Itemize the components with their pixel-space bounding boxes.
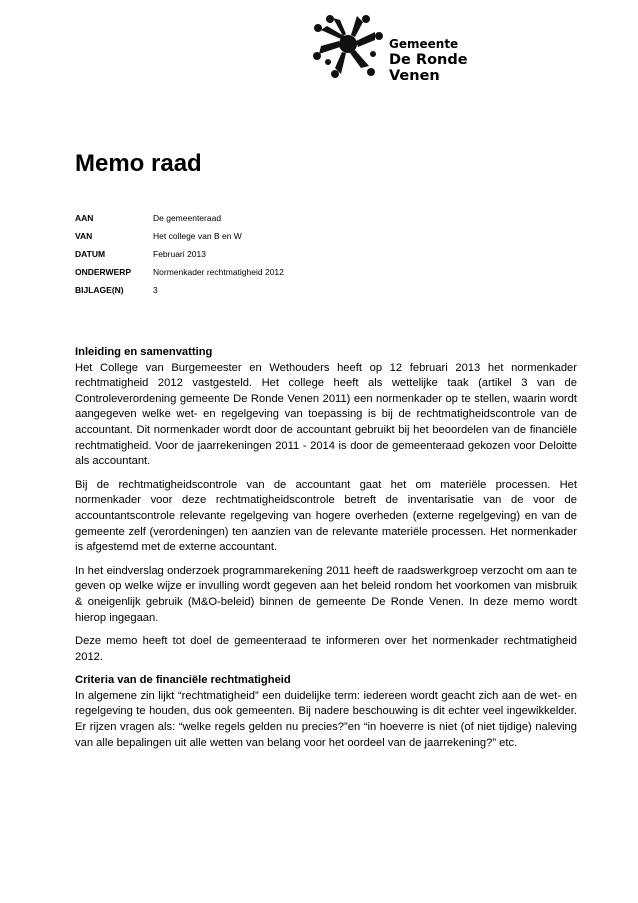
- section-heading-criteria: Criteria van de financiële rechtmatigheid: [75, 674, 291, 687]
- logo-line-1: Gemeente: [389, 37, 459, 51]
- field-value: De gemeenteraad: [153, 213, 222, 223]
- field-value: Februari 2013: [153, 249, 206, 259]
- field-row-aan: [75, 213, 284, 231]
- paragraph-text: Het College van Burgemeester en Wethouders heeft op 12 februari 2013 het normenkader rechtmatigheid 2012 vastgesteld. Het college heeft als wettelijke taak (artikel 3 van de Controleverordening gemeente De Ronde Venen 2011) een normenkader op te stellen, waarin wordt aangegeven welke wet- en regelgeving van toepassing is bij de rechtmatigheidscontrole van de accountant. Dit normenkader wordt door de accountant gebruikt bij het beoordelen van de financiële rechtmatigheid. Voor de jaarrekeningen 2011 - 2014 is door de gemeenteraad gekozen voor Deloitte als accountant.: [75, 361, 577, 468]
- paragraph-2: Bij de rechtmatigheidscontrole van de accountant gaat het om materiële processen. Het normenkader voor deze rechtmatigheidscontrole betreft de inventarisatie van de voor de accountantscontrole relevante regelgeving van hogere overheden (externe regelgeving) en van de gemeente zelf (verordeningen) ten aanzien van de relevante materiële processen. Het normenkader is afgestemd met de externe accountant.: [75, 478, 577, 554]
- field-row-datum: [75, 249, 284, 267]
- field-label: AAN: [75, 213, 94, 223]
- paragraph-text: In algemene zin lijkt “rechtmatigheid” een duidelijke term: iedereen wordt geacht zich aan de wet- en regelgeving te houden, dus ook gemeenten. Bij nadere beschouwing is dit echter veel ingewikkelder. Er rijzen vragen als: “welke regels gelden nu precies?”en “in hoeverre is niet (of niet tijdige) naleving van alle bepalingen uit alle wetten van belang voor het oordeel van de jaarrekening?” etc.: [75, 689, 577, 749]
- municipality-logo: [313, 14, 523, 85]
- paragraph-3: In het eindverslag onderzoek programmarekening 2011 heeft de raadswerkgroep verzocht om aan te geven op welke wijze er invulling wordt gegeven aan het beleid rondom het voorkomen van misbruik & oneigenlijk gebruik (M&O-beleid) binnen de gemeente De Ronde Venen. In deze memo wordt hierop ingegaan.: [75, 564, 577, 624]
- section-heading-intro: Inleiding en samenvatting: [75, 346, 213, 358]
- paragraph-intro: [75, 345, 577, 470]
- paragraph-4: Deze memo heeft tot doel de gemeenteraad te informeren over het normenkader rechtmatigheid 2012.: [75, 635, 577, 663]
- memo-title: Memo raad: [75, 150, 202, 177]
- field-value: Normenkader rechtmatigheid 2012: [153, 267, 284, 277]
- field-row-onderwerp: [75, 267, 284, 285]
- field-value: Het college van B en W: [153, 231, 242, 241]
- field-value: 3: [153, 285, 158, 295]
- memo-body: [75, 345, 577, 759]
- field-label: VAN: [75, 231, 93, 241]
- logo-line-2: De Ronde Venen: [389, 51, 468, 85]
- field-row-van: [75, 231, 284, 249]
- field-label: DATUM: [75, 249, 106, 259]
- field-label: BIJLAGE(N): [75, 285, 124, 295]
- memo-header-fields: [75, 213, 284, 303]
- paragraph-criteria: [75, 673, 577, 751]
- logo-emblem-icon: [313, 14, 383, 78]
- logo-text: [389, 38, 523, 85]
- field-label: ONDERWERP: [75, 267, 132, 277]
- field-row-bijlagen: [75, 285, 284, 303]
